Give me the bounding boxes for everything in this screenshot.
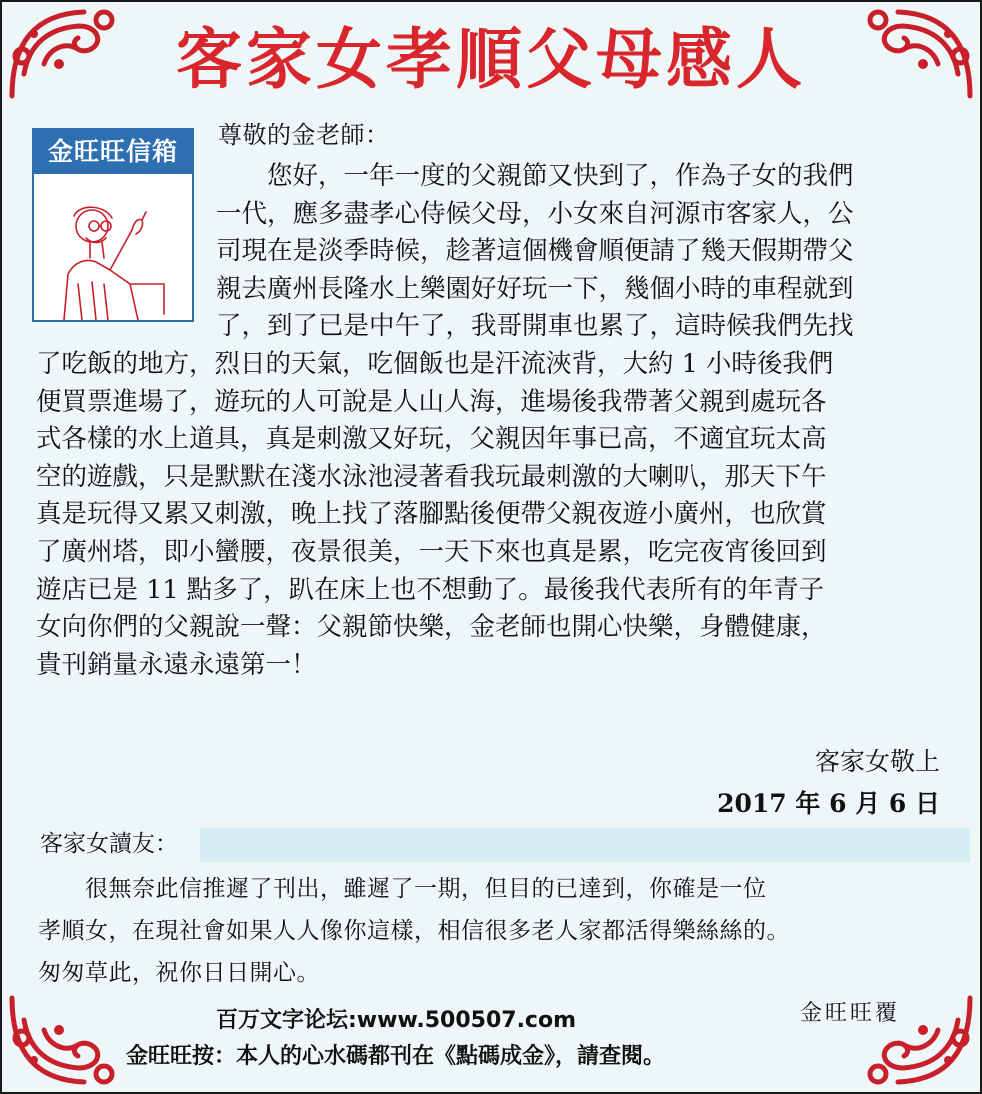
letter-line: 女向你們的父親說一聲：父親節快樂，金老師也開心快樂，身體健康， [36, 612, 827, 643]
letter-salutation: 尊敬的金老師： [218, 121, 390, 149]
letter-line: 真是玩得又累又刺激，晚上找了落腳點後便帶父親夜遊小廣州，也欣賞 [36, 499, 827, 530]
letter-line: 了吃飯的地方，烈日的天氣，吃個飯也是汗流浹背，大約 1 小時後我們 [36, 348, 834, 379]
watermark-forum: 百万文字论坛:www.500507.com [216, 1008, 577, 1033]
letter-line: 遊店已是 11 點多了，趴在床上也不想動了。最後我代表所有的年青子 [36, 574, 825, 605]
reply-body [38, 868, 958, 994]
columnist-illustration [34, 174, 192, 320]
headline: 客家女孝順父母感人 [176, 21, 806, 98]
column-logo-box [32, 128, 194, 322]
letter-line: 貴刊銷量永遠永遠第一！ [36, 649, 317, 680]
letter-body [36, 158, 952, 684]
reply-line: 匆匆草此，祝你日日開心。 [38, 960, 320, 986]
letter-line: 一代，應多盡孝心侍候父母，小女來自河源市客家人，公 [216, 198, 854, 229]
reply-line: 很無奈此信推遲了刊出，雖遲了一期，但目的已達到，你確是一位 [38, 876, 767, 902]
reply-line: 孝順女，在現社會如果人人像你這樣，相信很多老人家都活得樂絲絲的。 [38, 918, 790, 944]
reply-highlight-band [200, 828, 970, 862]
letter-line: 便買票進場了，遊玩的人可說是人山人海，進場後我帶著父親到處玩各 [36, 386, 827, 417]
letter-line: 親去廣州長隆水上樂園好好玩一下，幾個小時的車程就到 [216, 273, 854, 304]
letter-signature: 客家女敬上 [814, 747, 940, 776]
letter-line: 空的遊戲，只是默默在淺水泳池浸著看我玩最刺激的大喇叭，那天下午 [36, 461, 827, 492]
letter-line: 式各樣的水上道具，真是刺激又好玩，父親因年事已高，不適宜玩太高 [36, 424, 827, 455]
letter-line: 了廣州塔，即小蠻腰，夜景很美，一天下來也真是累，吃完夜宵後回到 [36, 536, 827, 567]
letter-line: 您好，一年一度的父親節又快到了，作為子女的我們 [216, 161, 854, 191]
footer-note: 金旺旺按：本人的心水碼都刊在《點碼成金》，請查閱。 [126, 1044, 666, 1069]
letter-line: 了，到了已是中午了，我哥開車也累了，這時候我們先找 [216, 311, 854, 342]
letter-line: 司現在是淡季時候，趁著這個機會順便請了幾天假期帶父 [216, 236, 854, 267]
reply-salutation: 客家女讀友： [40, 831, 178, 857]
column-name: 金旺旺信箱 [34, 130, 192, 174]
letter-date: 2017 年 6 月 6 日 [717, 789, 940, 818]
ornament-corner-bottom-left [4, 990, 124, 1090]
reply-signature: 金旺旺覆 [799, 1001, 900, 1026]
